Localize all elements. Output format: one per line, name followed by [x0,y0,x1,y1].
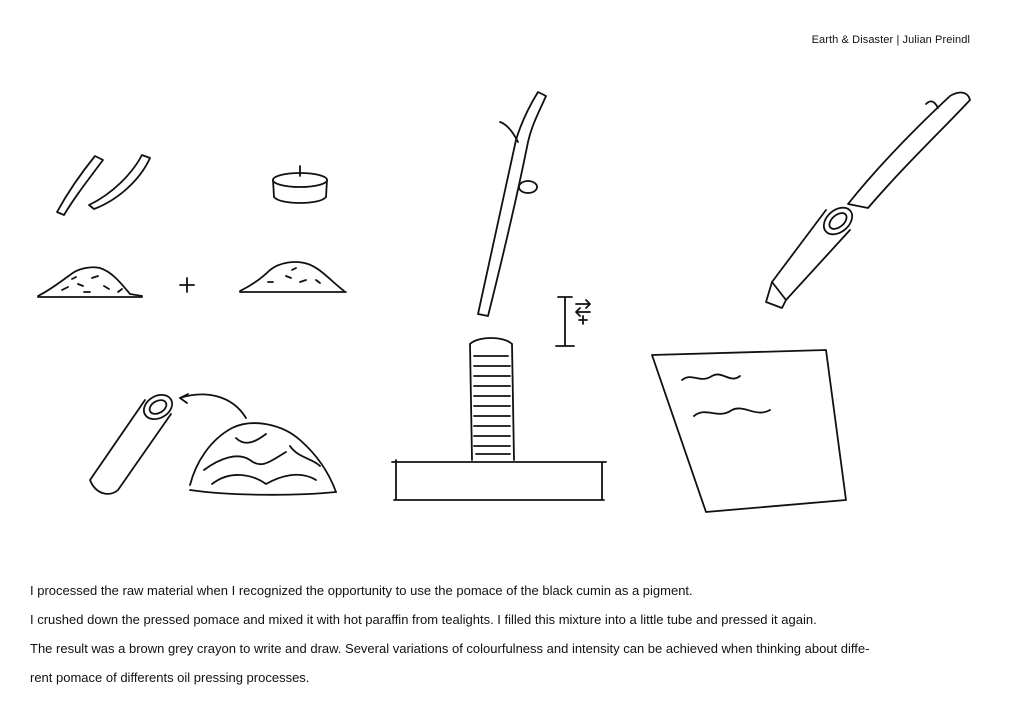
broken-crayon-icon [57,155,150,215]
page-header: Earth & Disaster | Julian Preindl [811,34,970,46]
tealight-icon [273,166,327,203]
paper-drawing-icon [652,350,846,512]
press-direction-icon [556,297,590,346]
arrow-icon [180,394,246,418]
filled-tube-icon [470,338,514,460]
press-base-icon [392,460,606,500]
plus-icon [180,278,194,292]
description-text [30,582,990,698]
pomace-pile-icon [38,267,142,297]
paraffin-pile-icon [240,262,346,292]
description-paragraph: I processed the raw material when I recognized the opportunity to use the pomace of the black cumin as a pigment. [30,583,693,598]
description-paragraph: The result was a brown grey crayon to write and draw. Several variations of colourfulness and intensity can be achieved when thinking about diffe- [30,641,870,656]
description-paragraph: rent pomace of differents oil pressing processes. [30,670,310,685]
branch-press-icon [478,92,546,316]
tube-icon [90,390,176,494]
mixture-pile-icon [190,423,336,495]
crayon-tube-icon [766,93,970,308]
description-paragraph: I crushed down the pressed pomace and mixed it with hot paraffin from tealights. I filled this mixture into a little tube and pressed it again. [30,612,817,627]
